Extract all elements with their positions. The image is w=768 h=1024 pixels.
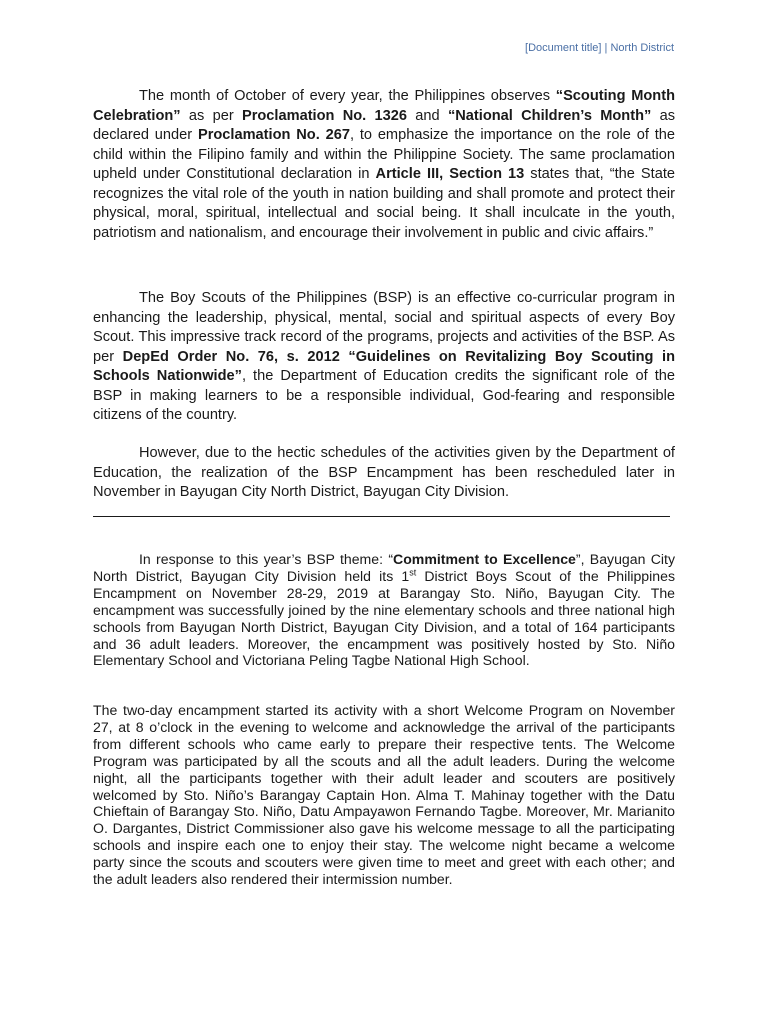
- document-title-field: [Document title]: [525, 42, 602, 54]
- bold-run: DepEd Order No. 76, s. 2012 “Guidelines on Revitalizing Boy Scouting in Schools Nationwide”: [93, 348, 675, 384]
- horizontal-rule: [93, 516, 670, 517]
- header-separator: |: [604, 42, 608, 54]
- text-run: states that, “the State recognizes the vital role of the youth in nation building and shall promote and protect their physical, moral, spiritual, intellectual and social being. It shall inculcate in the youth, patriotism and nationalism, and encourage their involvement in public and civic affairs.”: [93, 166, 675, 241]
- bold-run: “National Children’s Month”: [447, 107, 652, 124]
- paragraph-bsp-program: [93, 289, 675, 426]
- text-run: District Boys Scout of the Philippines Encampment on November 28-29, 2019 at Barangay Sto. Niño, Bayugan City. The encampment was successfully joined by the nine elementary schools and three national high schools from Bayugan North District, Bayugan City Division, and a total of 164 participants and 36 adult leaders. Moreover, the encampment was positively hosted by Sto. Niño Elementary School and Victoriana Peling Tagbe National High School.: [93, 567, 675, 669]
- text-run: However, due to the hectic schedules of the activities given by the Department of Education, the realization of the BSP Encampment has been rescheduled later in November in Bayugan City North District, Bayugan City Division.: [93, 445, 675, 500]
- text-run: The Boy Scouts of the Philippines (BSP) is an effective co-curricular program in enhancing the leadership, physical, mental, social and spiritual aspects of every Boy Scout. This impressive track record of the programs, projects and activities of the BSP. As per: [93, 290, 675, 365]
- header-district: North District: [610, 42, 674, 54]
- paragraph-bsp-theme: [93, 551, 675, 669]
- text-run: In response to this year’s BSP theme: “: [139, 551, 394, 567]
- page-header: [525, 42, 674, 54]
- bold-run: Article III, Section 13: [375, 166, 525, 182]
- ordinal-superscript: st: [409, 567, 417, 578]
- paragraph-rescheduled: [93, 444, 675, 503]
- text-run: as declared under: [93, 107, 676, 143]
- text-run: The two-day encampment started its activity with a short Welcome Program on November 27, at 8 o’clock in the evening to welcome and acknowledge the arrival of the participants from different schools who came early to prepare their respective tents. The Welcome Program was participated by all the scouts and all the adult leaders. During the welcome night, all the participants together with their adult leader and scouters are positively welcomed by Sto. Niño’s Barangay Captain Hon. Alma T. Mahinay together with the Datu Chieftain of Barangay Sto. Niño, Datu Ampayawon Fernando Tagbe. Moreover, Mr. Marianito O. Dargantes, District Commissioner also gave his welcome message to all the participating schools and inspire each one to enjoy their stay. The welcome night became a welcome party since the scouts and scouters were given time to meet and greet with each other; and the adult leaders also rendered their intermission number.: [93, 702, 675, 888]
- text-run: ”, Bayugan City North District, Bayugan City Division held its 1: [93, 551, 675, 584]
- bold-run: Proclamation No. 1326: [241, 107, 407, 124]
- text-run: , to emphasize the importance on the role of the child within the Filipino family and within the Philippine Society. The same proclamation upheld under Constitutional declaration in: [93, 127, 675, 182]
- paragraph-welcome-program: [93, 702, 675, 888]
- paragraph-scouting-month: [93, 87, 675, 243]
- text-run: , the Department of Education credits the significant role of the BSP in making learners to be a responsible individual, God-fearing and responsible citizens of the country.: [93, 368, 675, 423]
- text-run: and: [407, 107, 448, 124]
- text-run: The month of October of every year, the Philippines observes: [139, 88, 556, 104]
- bold-run: Proclamation No. 267: [197, 127, 350, 143]
- bold-run: Commitment to Excellence: [393, 551, 576, 567]
- bold-run: “Scouting Month Celebration”: [93, 88, 675, 124]
- text-run: as per: [180, 107, 242, 124]
